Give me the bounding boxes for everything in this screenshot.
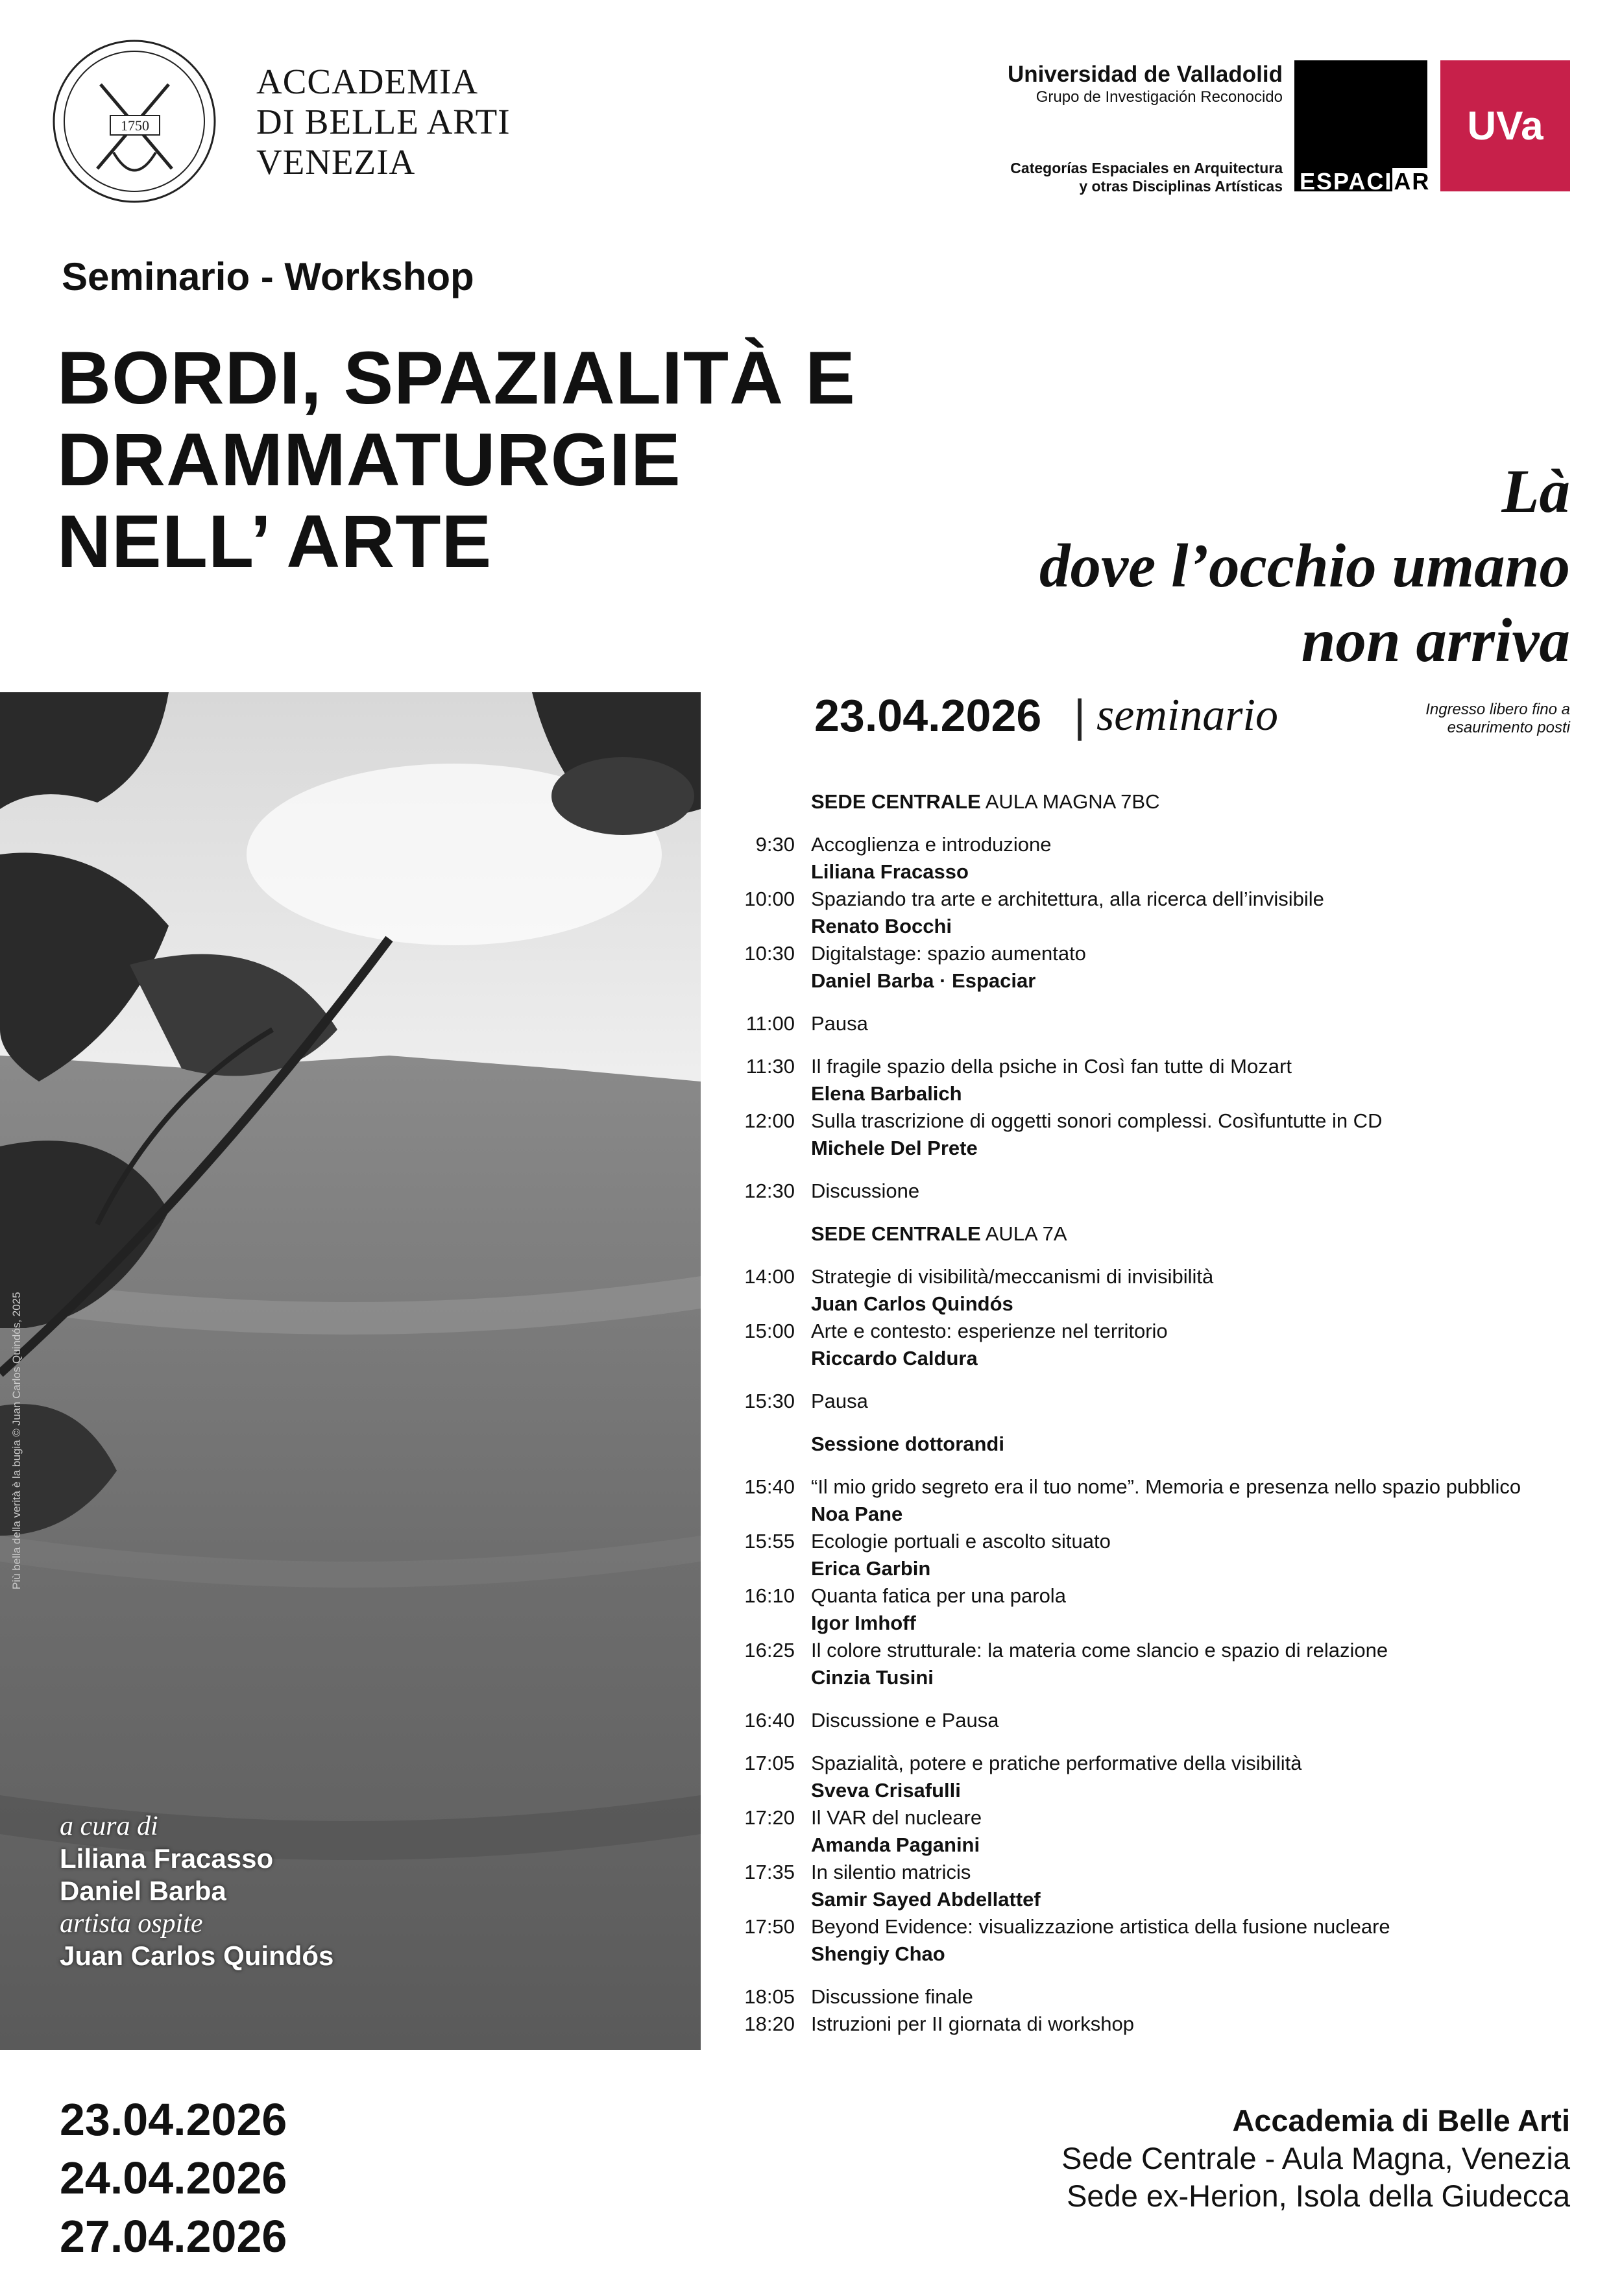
venue-room: AULA MAGNA 7BC — [980, 790, 1160, 813]
time: 12:30 — [744, 1179, 795, 1202]
title-line: NELL’ ARTE — [57, 500, 492, 583]
speaker: Shengiy Chao — [811, 1942, 945, 1965]
time: 15:00 — [744, 1320, 795, 1342]
schedule-row — [720, 886, 1590, 913]
event-date: 27.04.2026 — [60, 2211, 287, 2262]
schedule-row — [720, 1610, 1590, 1637]
speaker: Elena Barbalich — [811, 1082, 962, 1105]
schedule-row — [720, 1804, 1590, 1831]
schedule-row — [720, 1135, 1590, 1162]
schedule-row — [720, 1178, 1590, 1205]
schedule-row — [720, 858, 1590, 886]
talk-title: “Il mio grido segreto era il tuo nome”. Memoria e presenza nello spazio pubblico — [811, 1475, 1521, 1498]
seminar-date: 23.04.2026 — [814, 690, 1042, 741]
academy-line: ACCADEMIA — [256, 62, 479, 101]
schedule-row — [720, 1263, 1590, 1290]
curators-block — [60, 1810, 333, 1972]
time: 9:30 — [755, 833, 795, 856]
time: 18:20 — [744, 2012, 795, 2035]
talk-title: Spazialità, potere e pratiche performative della visibilità — [811, 1752, 1302, 1774]
espaciar-logo-text — [1300, 170, 1431, 193]
tagline-line: Là — [1501, 457, 1570, 526]
talk-title: Pausa — [811, 1012, 868, 1035]
schedule-row — [720, 1886, 1590, 1913]
talk-title: Il colore strutturale: la materia come slancio e spazio di relazione — [811, 1639, 1388, 1662]
time: 12:00 — [744, 1109, 795, 1132]
time: 10:00 — [744, 888, 795, 910]
talk-title: Discussione e Pausa — [811, 1709, 999, 1732]
schedule-row — [720, 1010, 1590, 1037]
schedule-row — [720, 1528, 1590, 1555]
free-entry-note — [1425, 701, 1570, 737]
academy-seal-logo — [52, 39, 217, 204]
speaker: Noa Pane — [811, 1503, 903, 1525]
research-group-name — [751, 159, 1283, 195]
talk-title: Istruzioni per II giornata di workshop — [811, 2012, 1134, 2035]
curator-name: Liliana Fracasso — [60, 1843, 274, 1874]
talk-title: Sulla trascrizione di oggetti sonori complessi. Cosìfuntutte in CD — [811, 1109, 1383, 1132]
seal-year: 1750 — [121, 117, 149, 134]
speaker: Igor Imhoff — [811, 1612, 916, 1634]
talk-title: In silentio matricis — [811, 1861, 971, 1883]
venue-name: SEDE CENTRALE — [811, 790, 981, 813]
espaciar-text-part: ESPACI — [1300, 168, 1393, 195]
talk-title: Discussione — [811, 1179, 920, 1202]
time: 15:40 — [744, 1475, 795, 1498]
talk-title: Beyond Evidence: visualizzazione artistica della fusione nucleare — [811, 1915, 1390, 1938]
speaker: Amanda Paganini — [811, 1833, 980, 1856]
venue-heading — [720, 1220, 1590, 1248]
speaker: Michele Del Prete — [811, 1137, 978, 1159]
schedule-row — [720, 1501, 1590, 1528]
seminar-separator: | — [1074, 690, 1086, 741]
talk-title: Arte e contesto: esperienze nel territorio — [811, 1320, 1168, 1342]
academy-name — [256, 62, 511, 182]
schedule-row — [720, 831, 1590, 858]
talk-title: Strategie di visibilità/meccanismi di invisibilità — [811, 1265, 1214, 1288]
schedule-row — [720, 967, 1590, 995]
schedule-row — [720, 1555, 1590, 1582]
time: 16:25 — [744, 1639, 795, 1662]
schedule-row — [720, 1107, 1590, 1135]
speaker: Sveva Crisafulli — [811, 1779, 961, 1802]
schedule-row — [720, 1664, 1590, 1691]
category-line: y otras Disciplinas Artísticas — [1079, 178, 1283, 195]
tagline — [1039, 454, 1570, 678]
schedule-row — [720, 1345, 1590, 1372]
venue-info — [1061, 2102, 1570, 2215]
title-line: DRAMMATURGIE — [57, 418, 681, 501]
venue-name: SEDE CENTRALE — [811, 1222, 981, 1245]
talk-title: Discussione finale — [811, 1985, 973, 2008]
schedule-row — [720, 1388, 1590, 1415]
academy-line: DI BELLE ARTI — [256, 102, 511, 141]
page-title — [57, 337, 856, 583]
espaciar-text-part: AR — [1394, 168, 1431, 195]
time: 10:30 — [744, 942, 795, 965]
speaker: Renato Bocchi — [811, 915, 952, 937]
session-heading — [720, 1431, 1590, 1458]
schedule-row — [720, 1707, 1590, 1734]
schedule-row — [720, 1637, 1590, 1664]
title-line: BORDI, SPAZIALITÀ E — [57, 337, 856, 420]
academy-line: VENEZIA — [256, 142, 416, 182]
venue-line: Sede ex-Herion, Isola della Giudecca — [1067, 2179, 1570, 2213]
schedule-row — [720, 1473, 1590, 1501]
time: 17:35 — [744, 1861, 795, 1883]
guest-artist-label: artista ospite — [60, 1909, 203, 1939]
schedule-row — [720, 1777, 1590, 1804]
schedule-row — [720, 1983, 1590, 2011]
schedule-row — [720, 1053, 1590, 1080]
venue-line: Sede Centrale - Aula Magna, Venezia — [1061, 2141, 1570, 2175]
speaker: Juan Carlos Quindós — [811, 1292, 1013, 1315]
event-date: 23.04.2026 — [60, 2094, 287, 2145]
session-label: Sessione dottorandi — [811, 1432, 1004, 1455]
schedule-row — [720, 1859, 1590, 1886]
time: 18:05 — [744, 1985, 795, 2008]
talk-title: Il fragile spazio della psiche in Così fan tutte di Mozart — [811, 1055, 1292, 1078]
free-entry-line: esaurimento posti — [1447, 719, 1570, 736]
category-line: Categorías Espaciales en Arquitectura — [1010, 160, 1283, 176]
tagline-line: non arriva — [1301, 606, 1570, 675]
seminar-type: seminario — [1096, 690, 1278, 740]
uva-logo: UVa — [1440, 60, 1570, 191]
venue-heading — [720, 788, 1590, 816]
tagline-line: dove l’occhio umano — [1039, 531, 1570, 600]
free-entry-line: Ingresso libero fino a — [1425, 701, 1570, 718]
schedule-row — [720, 1080, 1590, 1107]
talk-title: Ecologie portuali e ascolto situato — [811, 1530, 1111, 1553]
schedule-row — [720, 1913, 1590, 1940]
time: 15:55 — [744, 1530, 795, 1553]
time: 14:00 — [744, 1265, 795, 1288]
venue-room: AULA 7A — [980, 1222, 1067, 1245]
schedule-row — [720, 1318, 1590, 1345]
event-type: Seminario - Workshop — [62, 255, 474, 298]
schedule-row — [720, 1831, 1590, 1859]
university-name: Universidad de Valladolid — [1007, 62, 1283, 87]
speaker: Riccardo Caldura — [811, 1347, 978, 1370]
talk-title: Quanta fatica per una parola — [811, 1584, 1066, 1607]
university-block — [751, 62, 1283, 107]
event-date: 24.04.2026 — [60, 2153, 287, 2203]
time: 17:50 — [744, 1915, 795, 1938]
speaker: Liliana Fracasso — [811, 860, 969, 883]
speaker: Samir Sayed Abdellattef — [811, 1888, 1041, 1911]
photo-credit: Più bella della verità è la bugia © Juan Carlos Quindós, 2025 — [10, 1292, 23, 1589]
schedule-row — [720, 913, 1590, 940]
time: 17:05 — [744, 1752, 795, 1774]
time: 11:30 — [745, 1055, 795, 1078]
speaker: Cinzia Tusini — [811, 1666, 934, 1689]
curator-name: Daniel Barba — [60, 1876, 226, 1906]
venue-title: Accademia di Belle Arti — [1232, 2103, 1570, 2138]
curated-by-label: a cura di — [60, 1811, 158, 1841]
speaker: Erica Garbin — [811, 1557, 931, 1580]
speaker: Daniel Barba · Espaciar — [811, 969, 1036, 992]
time: 16:10 — [744, 1584, 795, 1607]
schedule-row — [720, 2011, 1590, 2038]
event-dates — [60, 2090, 287, 2266]
time: 11:00 — [745, 1012, 795, 1035]
time: 17:20 — [744, 1806, 795, 1829]
talk-title: Il VAR del nucleare — [811, 1806, 982, 1829]
time: 15:30 — [744, 1390, 795, 1412]
guest-artist-name: Juan Carlos Quindós — [60, 1940, 334, 1971]
university-subtitle: Grupo de Investigación Reconocido — [1035, 88, 1283, 106]
schedule — [720, 788, 1590, 2038]
schedule-row — [720, 1940, 1590, 1968]
schedule-row — [720, 940, 1590, 967]
schedule-row — [720, 1290, 1590, 1318]
talk-title: Pausa — [811, 1390, 868, 1412]
talk-title: Digitalstage: spazio aumentato — [811, 942, 1086, 965]
schedule-row — [720, 1582, 1590, 1610]
talk-title: Spaziando tra arte e architettura, alla ricerca dell’invisibile — [811, 888, 1324, 910]
talk-title: Accoglienza e introduzione — [811, 833, 1052, 856]
schedule-row — [720, 1750, 1590, 1777]
time: 16:40 — [744, 1709, 795, 1732]
